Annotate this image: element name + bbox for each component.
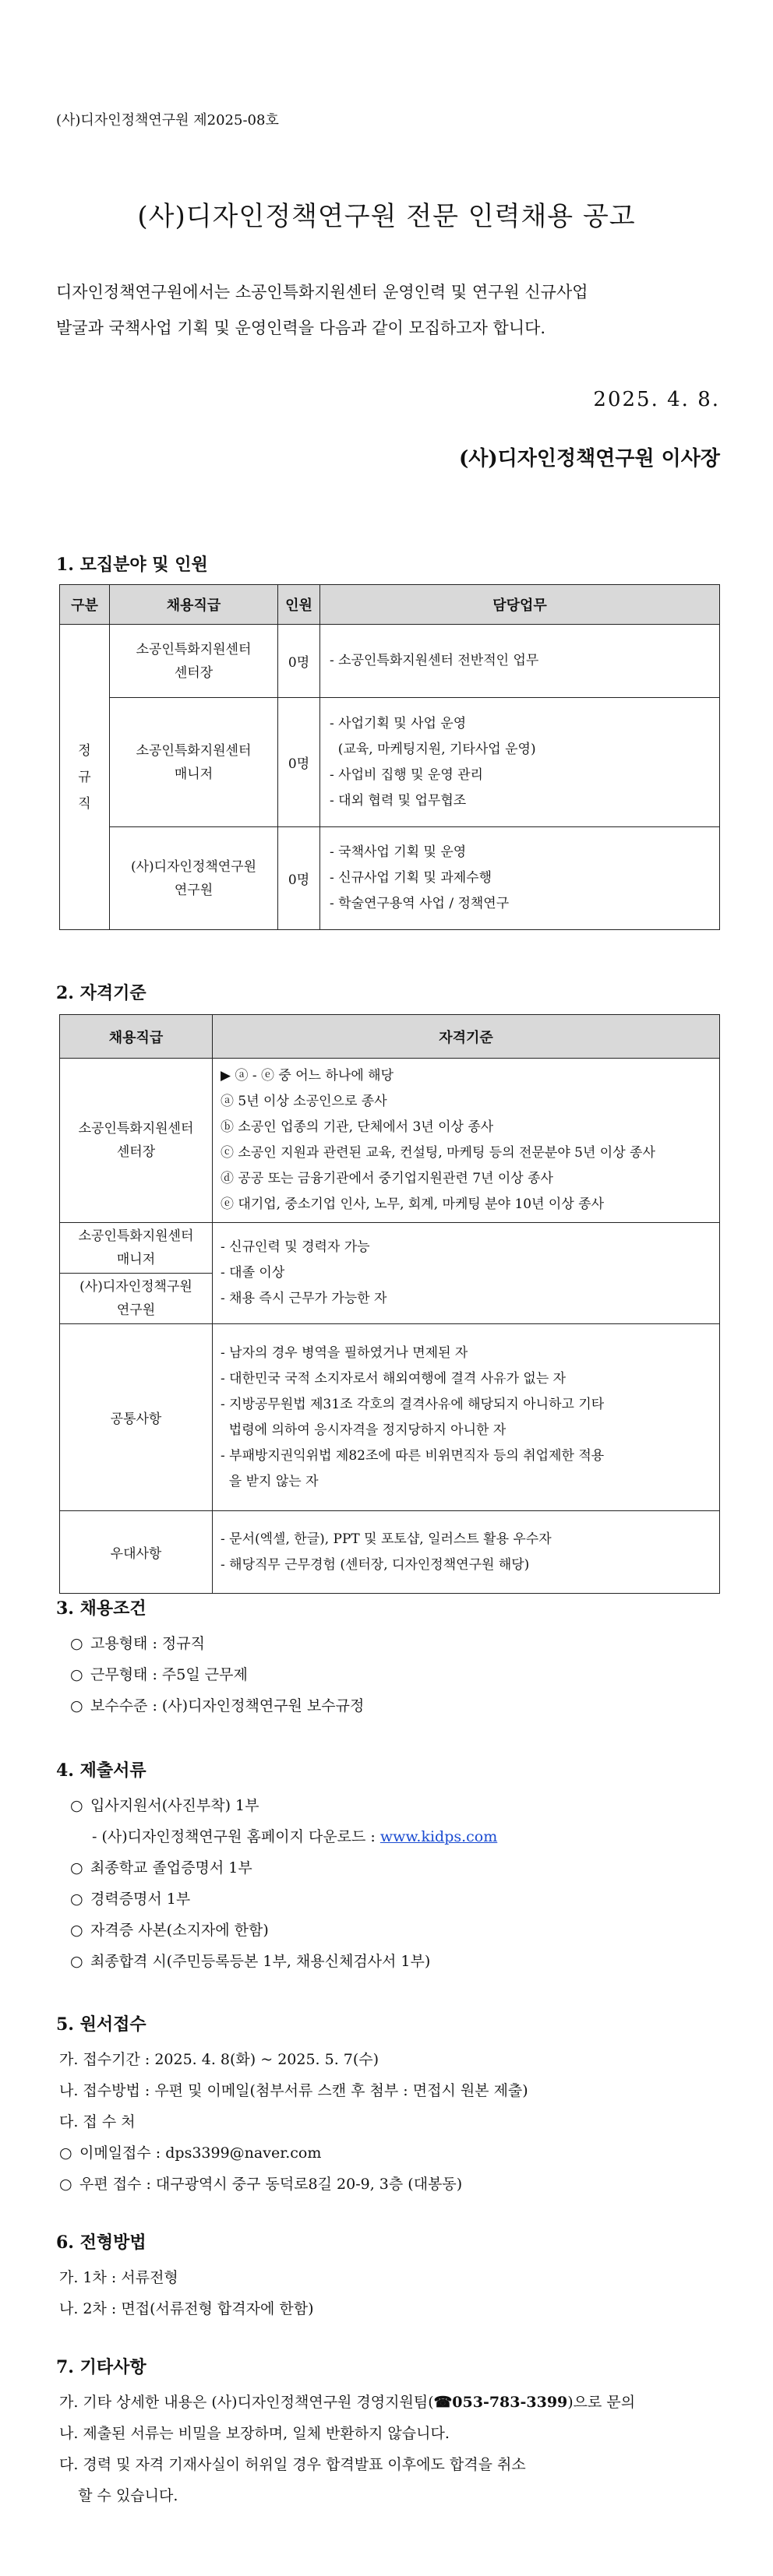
position-cell: 공통사항 [60,1324,213,1511]
section-heading-application: 5. 원서접수 [56,2014,146,2035]
list-item: ○ 근무형태 : 주5일 근무제 [70,1659,364,1690]
list-item: ○ 자격증 사본(소지자에 한함) [70,1915,497,1946]
section-heading-qualifications: 2. 자격기준 [56,983,146,1003]
list-item [59,2137,528,2169]
bullet-circle-icon: ○ [70,1922,83,1939]
etc-list [59,2387,635,2511]
criteria-line: ⓔ 대기업, 중소기업 인사, 노무, 회계, 마케팅 분야 10년 이상 종사 [221,1196,604,1212]
bullet-circle-icon: ○ [70,1635,83,1652]
qualification-table [59,1014,720,1594]
header-criteria: 자격기준 [213,1015,720,1059]
table-row [60,827,720,930]
table-row [60,1324,720,1511]
position-cell: 우대사항 [60,1511,213,1594]
homepage-link[interactable]: www.kidps.com [379,1828,498,1845]
criteria-line: - 채용 즉시 근무가 가능한 자 [221,1291,387,1306]
position-cell [60,1223,213,1324]
header-position: 채용직급 [110,585,278,625]
list-item: ○ 최종합격 시(주민등록등본 1부, 채용신체검사서 1부) [70,1946,497,1977]
phone-number: ☎053-783-3399 [433,2394,568,2411]
intro-line: 발굴과 국책사업 기획 및 운영인력을 다음과 같이 모집하고자 합니다. [56,319,546,337]
duties-cell [320,625,720,698]
conditions-list [70,1628,364,1721]
signer: (사)디자인정책연구원 이사장 [458,447,720,470]
bullet-circle-icon: ○ [70,1666,83,1683]
section-heading-documents: 4. 제출서류 [56,1760,146,1781]
criteria-line: - 대한민국 국적 소지자로서 해외여행에 결격 사유가 없는 자 [221,1370,567,1387]
postal-address: 우편 접수 : 대구광역시 중구 동덕로8길 20-9, 3층 (대봉동) [79,2176,463,2193]
count-cell: 0명 [278,827,320,930]
list-item: 가. 접수기간 : 2025. 4. 8(화) ~ 2025. 5. 7(수) [59,2051,379,2068]
duties-cell [320,827,720,930]
section-heading-selection: 6. 전형방법 [56,2232,146,2253]
bullet-circle-icon: ○ [70,1891,83,1908]
section-heading-recruitment: 1. 모집분야 및 인원 [56,555,208,575]
criteria-cell [213,1324,720,1511]
count-cell: 0명 [278,625,320,698]
position-manager: 소공인특화지원센터 매니저 [60,1223,212,1274]
intro-paragraph [56,274,726,346]
position-cell: 소공인특화지원센터 센터장 [110,625,278,698]
criteria-line: - 지방공무원법 제31조 각호의 결격사유에 해당되지 아니하고 기타 [221,1396,605,1412]
list-item: 나. 접수방법 : 우편 및 이메일(첨부서류 스캔 후 첨부 : 면접시 원본 제출) [59,2082,528,2099]
list-item: ○ 고용형태 : 정규직 [70,1628,364,1659]
count-cell: 0명 [278,698,320,827]
criteria-line: ⓐ 5년 이상 소공인으로 종사 [221,1094,387,1109]
page-title: (사)디자인정책연구원 전문 인력채용 공고 [137,201,636,232]
list-item [59,2169,528,2200]
list-item: ○ 입사지원서(사진부착) 1부 [70,1790,497,1821]
criteria-line: - 대졸 이상 [221,1265,285,1281]
table-row [60,1511,720,1594]
section-heading-conditions: 3. 채용조건 [56,1598,146,1619]
table-row [60,698,720,827]
list-item: 가. 기타 상세한 내용은 (사)디자인정책연구원 경영지원팀(☎053-783-3399)으로 문의 [59,2394,636,2411]
duty-line: - 국책사업 기획 및 운영 [330,844,467,860]
category-cell: 정 규 직 [60,625,110,930]
header-category: 구분 [60,585,110,625]
header-duties: 담당업무 [320,585,720,625]
criteria-line: - 문서(엑셀, 한글), PPT 및 포토샵, 일러스트 활용 우수자 [221,1531,552,1547]
criteria-cell [213,1511,720,1594]
position-cell: 소공인특화지원센터 센터장 [60,1059,213,1223]
position-cell: 소공인특화지원센터 매니저 [110,698,278,827]
duty-line: - 대외 협력 및 업무협조 [330,792,467,809]
criteria-line: ⓒ 소공인 지원과 관련된 교육, 컨설팅, 마케팅 등의 전문분야 5년 이상 종사 [221,1145,655,1161]
list-item: ○ 보수수준 : (사)디자인정책연구원 보수규정 [70,1690,364,1721]
list-item: ○ 경력증명서 1부 [70,1884,497,1915]
duty-line: (교육, 마케팅지원, 기타사업 운영) [330,741,536,757]
criteria-line: ⓑ 소공인 업종의 기관, 단체에서 3년 이상 종사 [221,1119,494,1135]
recruitment-table [59,584,720,930]
duty-line: - 사업기획 및 사업 운영 [330,715,467,731]
duties-cell [320,698,720,827]
position-researcher: (사)디자인정책구원 연구원 [79,1279,192,1318]
criteria-line: 법령에 의하여 응시자격을 정지당하지 아니한 자 [221,1422,507,1438]
list-subitem: - (사)디자인정책연구원 홈페이지 다운로드 : www.kidps.com [92,1828,498,1845]
duty-line: - 소공인특화지원센터 전반적인 업무 [330,653,539,668]
bullet-circle-icon: ○ [70,1697,83,1714]
position-cell: (사)디자인정책연구원 연구원 [110,827,278,930]
bullet-circle-icon: ○ [59,2144,72,2162]
selection-list [59,2262,314,2324]
notice-date: 2025. 4. 8. [593,388,720,411]
list-item: 가. 1차 : 서류전형 [59,2269,178,2286]
section-heading-etc: 7. 기타사항 [56,2357,146,2377]
table-row [60,625,720,698]
intro-line: 디자인정책연구원에서는 소공인특화지원센터 운영인력 및 연구원 신규사업 [56,283,588,301]
table-header-row [60,1015,720,1059]
list-item: ○ 최종학교 졸업증명서 1부 [70,1852,497,1884]
application-list [59,2044,528,2200]
duty-line: - 신규사업 기획 및 과제수행 [330,870,492,886]
bullet-circle-icon: ○ [70,1953,83,1970]
bullet-circle-icon: ○ [59,2176,72,2193]
criteria-line: ▶ ⓐ - ⓔ 중 어느 하나에 해당 [221,1068,394,1084]
duty-line: - 사업비 집행 및 운영 관리 [330,766,483,783]
criteria-cell [213,1059,720,1223]
criteria-line: - 신규인력 및 경력자 가능 [221,1239,370,1255]
criteria-line: ⓓ 공공 또는 금융기관에서 중기업지원관련 7년 이상 종사 [221,1171,553,1186]
document-number: (사)디자인정책연구원 제2025-08호 [56,112,279,129]
duty-line: - 학술연구용역 사업 / 정책연구 [330,896,510,911]
bullet-circle-icon: ○ [70,1859,83,1876]
list-item: 나. 제출된 서류는 비밀을 보장하며, 일체 반환하지 않습니다. [59,2425,450,2442]
bullet-circle-icon: ○ [70,1797,83,1814]
table-header-row [60,585,720,625]
table-row [60,1059,720,1223]
list-item: 다. 경력 및 자격 기재사실이 허위일 경우 합격발표 이후에도 합격을 취소 [59,2456,526,2473]
header-position: 채용직급 [60,1015,213,1059]
criteria-line: - 해당직무 근무경험 (센터장, 디자인정책연구원 해당) [221,1556,530,1573]
documents-list [70,1790,497,1977]
list-item: 나. 2차 : 면접(서류전형 합격자에 한함) [59,2300,314,2317]
criteria-line: - 남자의 경우 병역을 필하였거나 면제된 자 [221,1344,468,1361]
criteria-line: 을 받지 않는 자 [221,1473,319,1489]
table-row [60,1223,720,1324]
list-item: 할 수 있습니다. [59,2487,178,2504]
list-item: 다. 접 수 처 [59,2113,136,2130]
email-contact: 이메일접수 : dps3399@naver.com [79,2144,322,2162]
header-count: 인원 [278,585,320,625]
criteria-cell [213,1223,720,1324]
criteria-line: - 부패방지권익위법 제82조에 따른 비위면직자 등의 취업제한 적용 [221,1447,605,1464]
